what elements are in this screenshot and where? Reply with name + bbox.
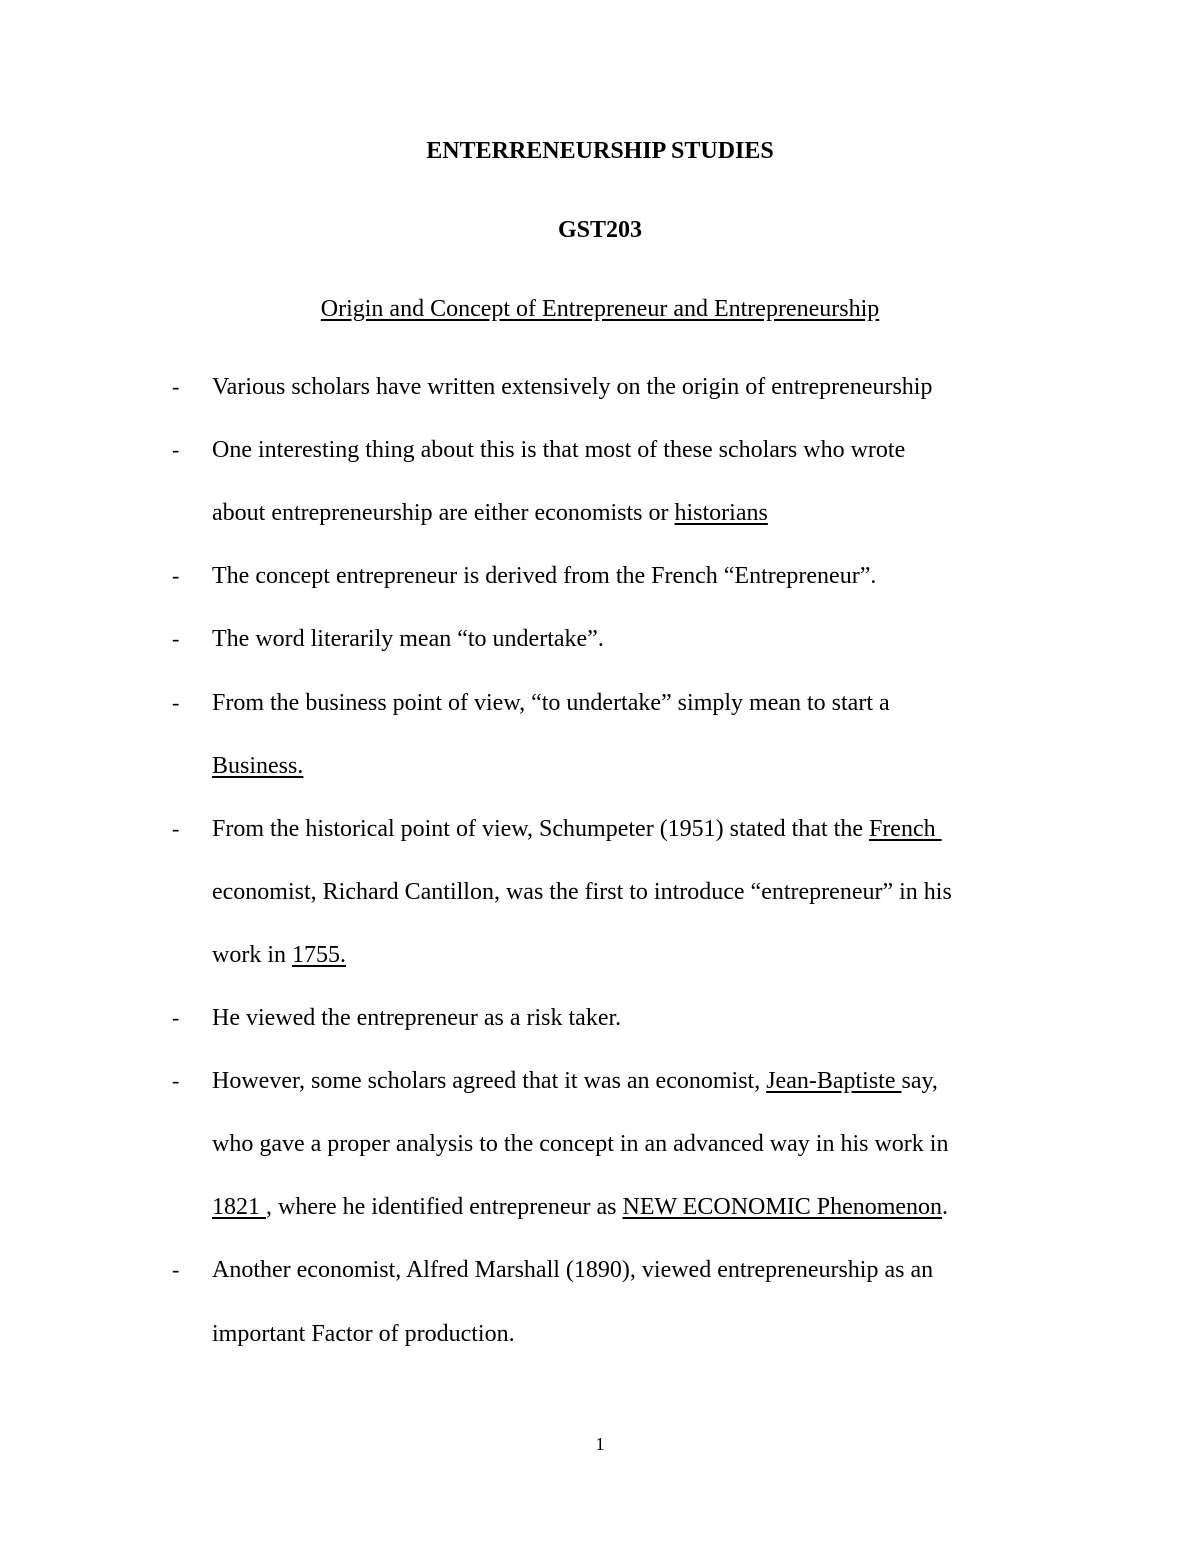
text-segment: who gave a proper analysis to the concept in an advanced way in his work in xyxy=(212,1131,949,1158)
underlined-text: Jean-Baptiste xyxy=(766,1068,902,1095)
bullet-text-line xyxy=(212,877,952,907)
course-code: GST203 xyxy=(557,217,643,243)
text-segment: Another economist, Alfred Marshall (1890), viewed entrepreneurship as an xyxy=(212,1257,934,1284)
bullet-text-line xyxy=(212,1192,948,1222)
bullet-text-line xyxy=(212,561,876,591)
bullet-text-line xyxy=(212,435,905,465)
text-segment: . xyxy=(942,1194,949,1221)
section-heading: Origin and Concept of Entrepreneur and Entrepreneurship xyxy=(320,296,880,322)
text-segment: about entrepreneurship are either economists or xyxy=(212,500,675,527)
text-segment: The concept entrepreneur is derived from the French “Entrepreneur”. xyxy=(212,563,877,590)
text-segment: say, xyxy=(901,1068,938,1095)
document-title: ENTERRENEURSHIP STUDIES xyxy=(426,138,774,164)
underlined-text: 1755. xyxy=(292,941,346,968)
bullet-marker: - xyxy=(172,1005,180,1030)
bullet-marker: - xyxy=(172,374,180,399)
text-segment: The word literarily mean “to undertake”. xyxy=(212,626,604,653)
bullet-marker: - xyxy=(172,1257,180,1283)
text-segment: work in xyxy=(212,941,292,968)
bullet-marker: - xyxy=(172,563,180,589)
bullet-marker: - xyxy=(172,437,180,463)
bullet-text-line xyxy=(212,751,303,781)
bullet-text-line xyxy=(212,688,890,718)
underlined-text: NEW ECONOMIC Phenomenon xyxy=(622,1194,943,1221)
bullet-text-line xyxy=(212,940,346,970)
bullet-text-line xyxy=(212,1003,621,1033)
underlined-text: French xyxy=(868,815,942,842)
text-segment: However, some scholars agreed that it was an economist, xyxy=(212,1068,767,1095)
bullet-text-line xyxy=(212,814,942,844)
bullet-marker: - xyxy=(172,626,180,652)
bullet-text-line xyxy=(212,1319,515,1349)
underlined-text: historians xyxy=(674,500,768,527)
page-number: 1 xyxy=(595,1434,605,1454)
text-segment: Various scholars have written extensively on the origin of entrepreneurship xyxy=(212,374,933,400)
underlined-text: Business. xyxy=(212,752,304,779)
bullet-text-line xyxy=(212,1129,948,1159)
text-segment: One interesting thing about this is that most of these scholars who wrote xyxy=(212,437,906,464)
bullet-text-line xyxy=(212,498,768,528)
text-segment: important Factor of production. xyxy=(212,1320,515,1347)
bullet-marker: - xyxy=(172,689,180,715)
text-segment: economist, Richard Cantillon, was the first to introduce “entrepreneur” in his xyxy=(212,878,952,905)
text-segment: From the historical point of view, Schumpeter (1951) stated that the xyxy=(212,815,869,842)
bullet-text-line xyxy=(212,1066,938,1096)
bullet-marker: - xyxy=(172,815,180,841)
bullet-text-line xyxy=(212,624,604,654)
bullet-marker: - xyxy=(172,1068,180,1094)
bullet-text-line xyxy=(212,372,932,402)
bullet-text-line xyxy=(212,1255,933,1285)
underlined-text: 1821 xyxy=(212,1194,266,1221)
text-segment: From the business point of view, “to undertake” simply mean to start a xyxy=(212,689,890,716)
text-segment: He viewed the entrepreneur as a risk taker. xyxy=(212,1005,622,1031)
text-segment: , where he identified entrepreneur as xyxy=(266,1194,623,1221)
